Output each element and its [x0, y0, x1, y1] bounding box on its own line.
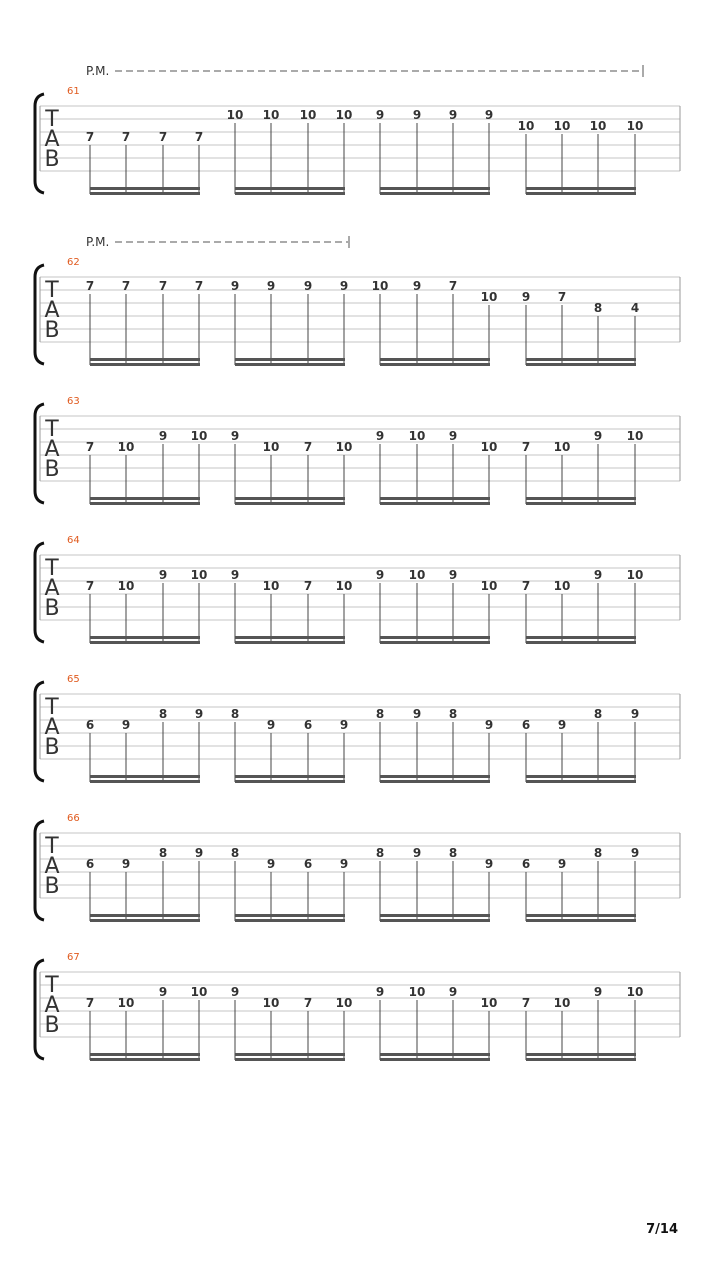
fret-number: 9 — [266, 857, 276, 871]
fret-number: 9 — [593, 568, 603, 582]
fret-number: 7 — [303, 996, 313, 1010]
fret-number: 9 — [630, 846, 640, 860]
fret-number: 9 — [375, 429, 385, 443]
beam-secondary — [235, 780, 345, 783]
fret-number: 9 — [484, 857, 494, 871]
fret-number: 7 — [521, 579, 531, 593]
fret-number: 10 — [299, 108, 317, 122]
fret-number: 10 — [408, 568, 426, 582]
fret-number: 9 — [339, 857, 349, 871]
beam-primary — [90, 187, 200, 190]
fret-number: 10 — [408, 429, 426, 443]
fret-number: 8 — [375, 707, 385, 721]
fret-number: 7 — [158, 130, 168, 144]
fret-number: 10 — [335, 440, 353, 454]
fret-number: 10 — [335, 579, 353, 593]
tab-clef-letter: A — [44, 437, 60, 462]
tab-clef-letter: B — [44, 147, 60, 172]
fret-number: 10 — [553, 440, 571, 454]
tab-clef-letter: T — [45, 417, 59, 442]
beam-primary — [526, 636, 636, 639]
fret-number: 8 — [230, 846, 240, 860]
fret-number: 7 — [85, 440, 95, 454]
fret-number: 10 — [480, 996, 498, 1010]
fret-number: 9 — [230, 429, 240, 443]
fret-number: 9 — [448, 568, 458, 582]
fret-number: 10 — [480, 290, 498, 304]
beam-primary — [235, 636, 345, 639]
measure-number: 61 — [67, 86, 80, 97]
tab-clef-letter: T — [45, 973, 59, 998]
fret-number: 10 — [626, 119, 644, 133]
beam-secondary — [90, 919, 200, 922]
beam-primary — [380, 636, 490, 639]
beam-primary — [526, 914, 636, 917]
fret-number: 10 — [480, 579, 498, 593]
beam-primary — [235, 358, 345, 361]
fret-number: 10 — [335, 108, 353, 122]
fret-number: 6 — [85, 718, 95, 732]
beam-secondary — [380, 192, 490, 195]
fret-number: 8 — [448, 707, 458, 721]
beam-secondary — [235, 192, 345, 195]
beam-secondary — [526, 502, 636, 505]
beam-primary — [235, 914, 345, 917]
fret-number: 9 — [303, 279, 313, 293]
fret-number: 9 — [448, 985, 458, 999]
beam-secondary — [526, 919, 636, 922]
measure-number: 67 — [67, 952, 80, 963]
beam-primary — [235, 187, 345, 190]
fret-number: 7 — [521, 996, 531, 1010]
palm-mute-label: P.M. — [86, 64, 110, 78]
beam-primary — [235, 497, 345, 500]
beam-primary — [235, 1053, 345, 1056]
beam-primary — [526, 1053, 636, 1056]
tab-clef-letter: B — [44, 735, 60, 760]
fret-number: 9 — [194, 846, 204, 860]
beam-secondary — [526, 1058, 636, 1061]
fret-number: 9 — [194, 707, 204, 721]
fret-number: 10 — [262, 579, 280, 593]
beam-secondary — [235, 363, 345, 366]
fret-number: 9 — [448, 429, 458, 443]
fret-number: 6 — [303, 718, 313, 732]
beam-secondary — [380, 780, 490, 783]
beam-secondary — [90, 502, 200, 505]
fret-number: 8 — [158, 846, 168, 860]
tab-clef-letter: A — [44, 993, 60, 1018]
fret-number: 10 — [190, 568, 208, 582]
fret-number: 9 — [593, 985, 603, 999]
fret-number: 9 — [230, 568, 240, 582]
fret-number: 9 — [448, 108, 458, 122]
fret-number: 9 — [412, 108, 422, 122]
fret-number: 10 — [553, 119, 571, 133]
fret-number: 9 — [230, 279, 240, 293]
fret-number: 10 — [626, 429, 644, 443]
palm-mute-label: P.M. — [86, 235, 110, 249]
measure-number: 64 — [67, 535, 80, 546]
beam-primary — [380, 497, 490, 500]
fret-number: 6 — [521, 857, 531, 871]
beam-secondary — [90, 1058, 200, 1061]
fret-number: 10 — [262, 440, 280, 454]
fret-number: 10 — [480, 440, 498, 454]
fret-number: 9 — [521, 290, 531, 304]
fret-number: 10 — [371, 279, 389, 293]
measure-number: 63 — [67, 396, 80, 407]
fret-number: 7 — [85, 279, 95, 293]
fret-number: 8 — [230, 707, 240, 721]
beam-secondary — [526, 192, 636, 195]
fret-number: 6 — [85, 857, 95, 871]
fret-number: 9 — [375, 985, 385, 999]
fret-number: 9 — [158, 429, 168, 443]
fret-number: 7 — [303, 440, 313, 454]
fret-number: 7 — [448, 279, 458, 293]
fret-number: 7 — [521, 440, 531, 454]
fret-number: 9 — [412, 846, 422, 860]
fret-number: 7 — [158, 279, 168, 293]
beam-primary — [90, 636, 200, 639]
beam-secondary — [235, 641, 345, 644]
fret-number: 7 — [121, 130, 131, 144]
beam-primary — [526, 358, 636, 361]
fret-number: 9 — [412, 279, 422, 293]
fret-number: 7 — [85, 130, 95, 144]
fret-number: 9 — [121, 718, 131, 732]
fret-number: 9 — [557, 718, 567, 732]
tab-clef-letter: A — [44, 576, 60, 601]
beam-primary — [90, 914, 200, 917]
beam-primary — [380, 914, 490, 917]
fret-number: 10 — [117, 579, 135, 593]
fret-number: 9 — [339, 279, 349, 293]
fret-number: 10 — [190, 985, 208, 999]
fret-number: 6 — [521, 718, 531, 732]
fret-number: 10 — [553, 996, 571, 1010]
fret-number: 7 — [557, 290, 567, 304]
tab-clef-letter: B — [44, 1013, 60, 1038]
measure-number: 65 — [67, 674, 80, 685]
tab-clef-letter: T — [45, 834, 59, 859]
fret-number: 10 — [626, 985, 644, 999]
tab-clef-letter: B — [44, 318, 60, 343]
beam-secondary — [235, 919, 345, 922]
beam-primary — [380, 187, 490, 190]
beam-primary — [90, 497, 200, 500]
fret-number: 10 — [117, 440, 135, 454]
beam-secondary — [380, 1058, 490, 1061]
fret-number: 9 — [230, 985, 240, 999]
fret-number: 9 — [339, 718, 349, 732]
beam-primary — [526, 775, 636, 778]
fret-number: 8 — [593, 846, 603, 860]
fret-number: 9 — [557, 857, 567, 871]
beam-primary — [90, 358, 200, 361]
fret-number: 9 — [266, 279, 276, 293]
fret-number: 9 — [121, 857, 131, 871]
beam-secondary — [90, 641, 200, 644]
beam-secondary — [235, 1058, 345, 1061]
measure-number: 66 — [67, 813, 80, 824]
tab-clef-letter: T — [45, 556, 59, 581]
fret-number: 10 — [226, 108, 244, 122]
beam-secondary — [526, 363, 636, 366]
beam-primary — [90, 775, 200, 778]
beam-secondary — [380, 641, 490, 644]
fret-number: 7 — [194, 279, 204, 293]
tab-clef-letter: T — [45, 695, 59, 720]
tab-clef-letter: B — [44, 874, 60, 899]
fret-number: 10 — [190, 429, 208, 443]
fret-number: 4 — [630, 301, 640, 315]
beam-secondary — [235, 502, 345, 505]
tab-clef-letter: A — [44, 127, 60, 152]
beam-secondary — [380, 502, 490, 505]
beam-secondary — [526, 780, 636, 783]
fret-number: 10 — [117, 996, 135, 1010]
fret-number: 7 — [85, 579, 95, 593]
fret-number: 8 — [593, 707, 603, 721]
fret-number: 10 — [335, 996, 353, 1010]
fret-number: 9 — [630, 707, 640, 721]
fret-number: 9 — [375, 108, 385, 122]
beam-primary — [526, 187, 636, 190]
beam-secondary — [380, 363, 490, 366]
beam-primary — [380, 1053, 490, 1056]
page-number: 7/14 — [646, 1222, 678, 1237]
fret-number: 8 — [448, 846, 458, 860]
tab-clef-letter: A — [44, 715, 60, 740]
beam-primary — [380, 358, 490, 361]
beam-secondary — [90, 780, 200, 783]
fret-number: 10 — [553, 579, 571, 593]
beam-secondary — [90, 192, 200, 195]
fret-number: 9 — [158, 568, 168, 582]
beam-secondary — [380, 919, 490, 922]
fret-number: 10 — [262, 108, 280, 122]
fret-number: 10 — [408, 985, 426, 999]
tab-clef-letter: B — [44, 596, 60, 621]
beam-primary — [90, 1053, 200, 1056]
fret-number: 9 — [484, 718, 494, 732]
fret-number: 9 — [484, 108, 494, 122]
fret-number: 7 — [85, 996, 95, 1010]
fret-number: 9 — [593, 429, 603, 443]
tab-clef-letter: T — [45, 278, 59, 303]
fret-number: 10 — [626, 568, 644, 582]
fret-number: 7 — [194, 130, 204, 144]
fret-number: 8 — [158, 707, 168, 721]
fret-number: 10 — [589, 119, 607, 133]
tab-clef-letter: A — [44, 298, 60, 323]
tab-clef-letter: B — [44, 457, 60, 482]
fret-number: 9 — [375, 568, 385, 582]
measure-number: 62 — [67, 257, 80, 268]
beam-secondary — [526, 641, 636, 644]
beam-primary — [526, 497, 636, 500]
fret-number: 8 — [593, 301, 603, 315]
beam-secondary — [90, 363, 200, 366]
fret-number: 9 — [158, 985, 168, 999]
fret-number: 9 — [412, 707, 422, 721]
beam-primary — [235, 775, 345, 778]
fret-number: 7 — [121, 279, 131, 293]
fret-number: 10 — [517, 119, 535, 133]
fret-number: 9 — [266, 718, 276, 732]
tab-clef-letter: A — [44, 854, 60, 879]
fret-number: 8 — [375, 846, 385, 860]
fret-number: 10 — [262, 996, 280, 1010]
fret-number: 6 — [303, 857, 313, 871]
fret-number: 7 — [303, 579, 313, 593]
beam-primary — [380, 775, 490, 778]
tab-clef-letter: T — [45, 107, 59, 132]
